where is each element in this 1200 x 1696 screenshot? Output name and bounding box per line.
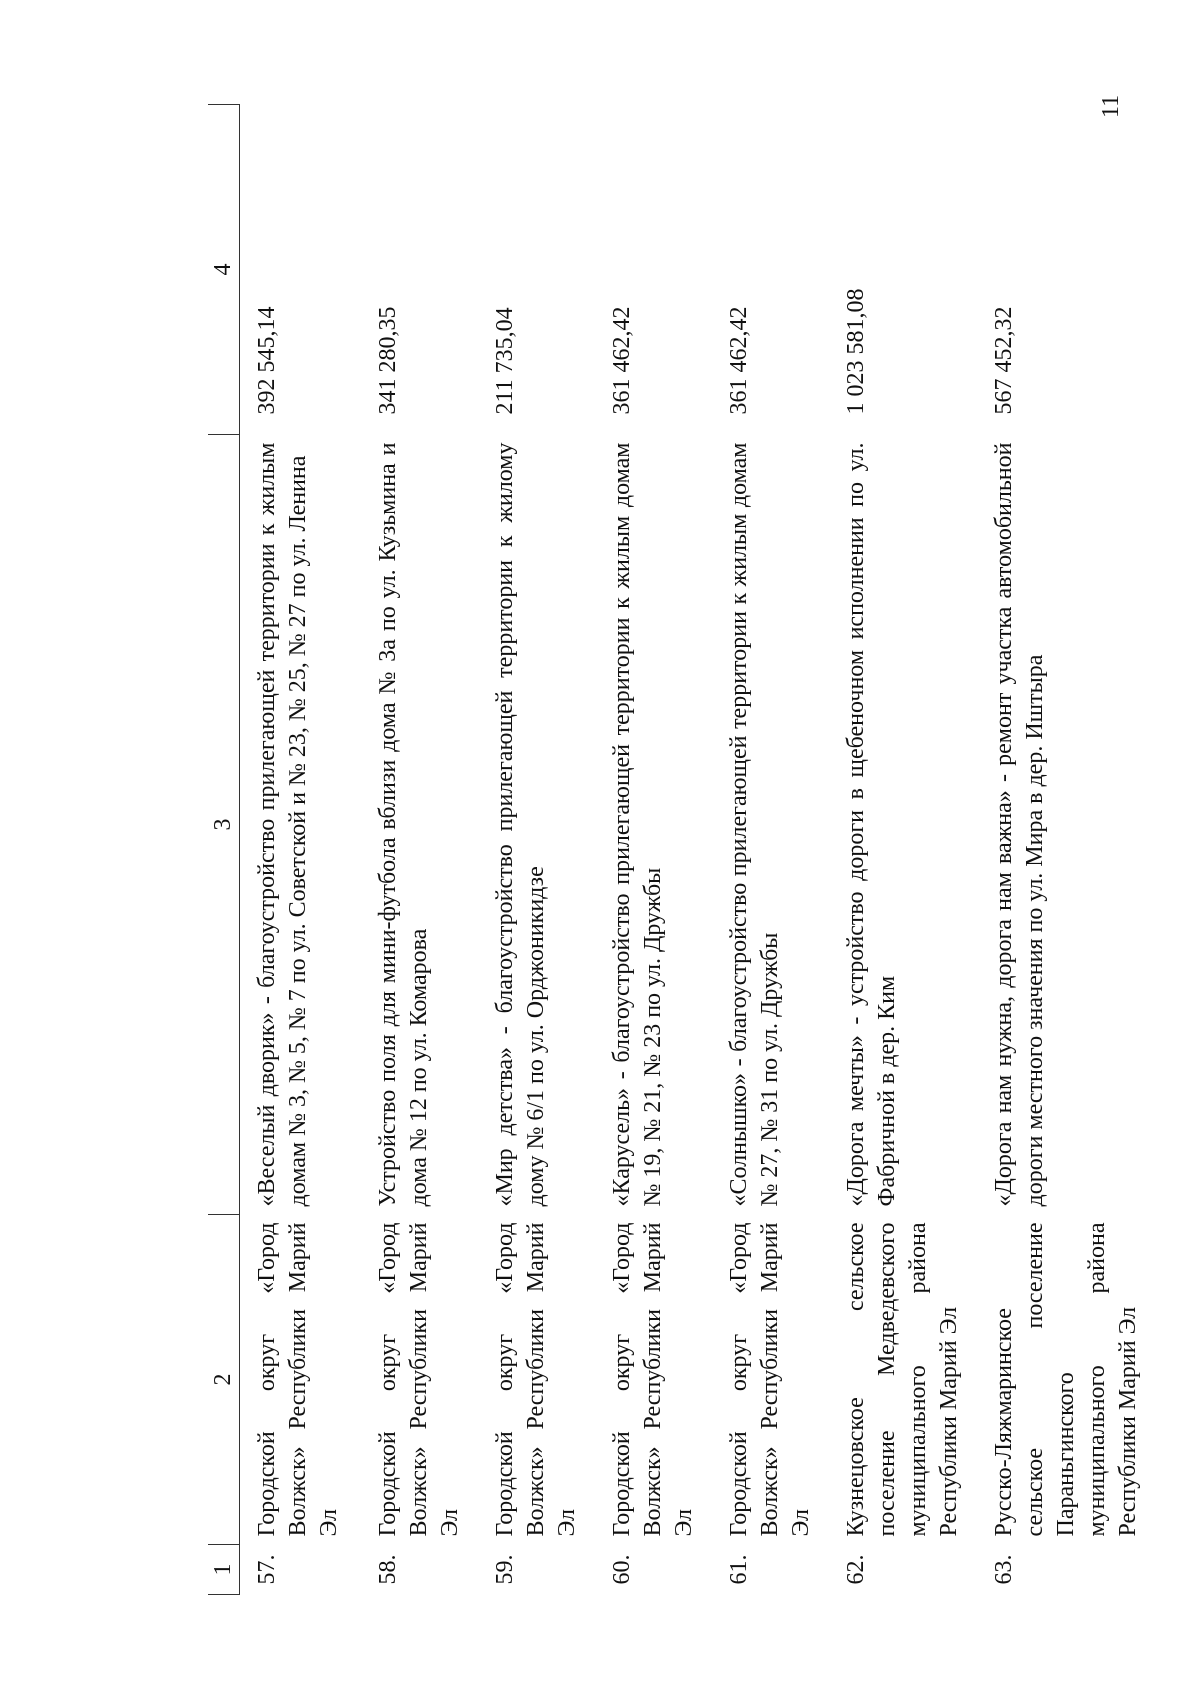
table-row (595, 105, 712, 1595)
row-number: 59. (492, 1554, 518, 1585)
header-row (208, 105, 240, 1595)
project-description: Устройство поля для мини-футбола вблизи дома № 3а по ул. Кузьмина и дома № 12 по ул. Комарова (375, 442, 432, 1207)
header-cell-2: 2 (208, 1215, 240, 1545)
header-cell-4: 4 (208, 105, 240, 435)
project-description: «Мир детства» - благоустройство прилегающей территории к жилому дому № 6/1 по ул. Орджоникидзе (492, 442, 549, 1207)
municipality-name: Городской округ «Город Волжск» Республики Марий Эл (609, 1222, 697, 1537)
amount: 361 462,42 (609, 306, 635, 415)
row-number: 63. (991, 1554, 1017, 1585)
row-number: 61. (726, 1554, 752, 1585)
table-row (240, 105, 362, 1595)
table-row (977, 105, 1156, 1595)
municipality-name: Городской округ «Город Волжск» Республики Марий Эл (726, 1222, 814, 1537)
project-description: «Дорога мечты» - устройство дороги в щебеночном исполнении по ул. Фабричной в дер. Ким (843, 442, 900, 1207)
municipality-name: Русско-Ляжмаринское сельское поселение Параньгинского муниципального района Республики Марий Эл (991, 1222, 1141, 1537)
municipality-name: Городской округ «Город Волжск» Республики Марий Эл (492, 1222, 580, 1537)
row-number: 58. (375, 1554, 401, 1585)
header-cell-3: 3 (208, 435, 240, 1215)
amount: 567 452,32 (991, 306, 1017, 415)
amount: 211 735,04 (492, 307, 518, 415)
project-description: «Солнышко» - благоустройство прилегающей территории к жилым домам № 27, № 31 по ул. Дружбы (726, 442, 783, 1207)
municipality-name: Городской округ «Город Волжск» Республики Марий Эл (254, 1222, 342, 1537)
amount: 1 023 581,08 (843, 288, 869, 415)
rotated-sheet (208, 105, 1141, 1595)
row-number: 62. (843, 1554, 869, 1585)
row-number: 60. (609, 1554, 635, 1585)
table-row (361, 105, 478, 1595)
amount: 361 462,42 (726, 306, 752, 415)
project-description: «Карусель» - благоустройство прилегающей территории к жилым домам № 19, № 21, № 23 по ул. Дружбы (609, 442, 666, 1207)
municipality-name: Кузнецовское сельское поселение Медведевского муниципального района Республики Марий Эл (843, 1222, 962, 1537)
table-row (478, 105, 595, 1595)
municipality-name: Городской округ «Город Волжск» Республики Марий Эл (375, 1222, 463, 1537)
amount: 341 280,35 (375, 306, 401, 415)
amount: 392 545,14 (254, 306, 280, 415)
page-number: 11 (1098, 94, 1124, 118)
row-number: 57. (254, 1554, 280, 1585)
table-row (712, 105, 829, 1595)
header-cell-1: 1 (208, 1545, 240, 1595)
data-table (208, 104, 1156, 1595)
table-row (829, 105, 977, 1595)
project-description: «Веселый дворик» - благоустройство прилегающей территории к жилым домам № 3, № 5, № 7 по ул. Советской и № 23, № 25, № 27 по ул. Ленина (254, 442, 311, 1207)
project-description: «Дорога нам нужна, дорога нам важна» - ремонт участка автомобильной дороги местного значения по ул. Мира в дер. Иштыра (991, 442, 1048, 1207)
